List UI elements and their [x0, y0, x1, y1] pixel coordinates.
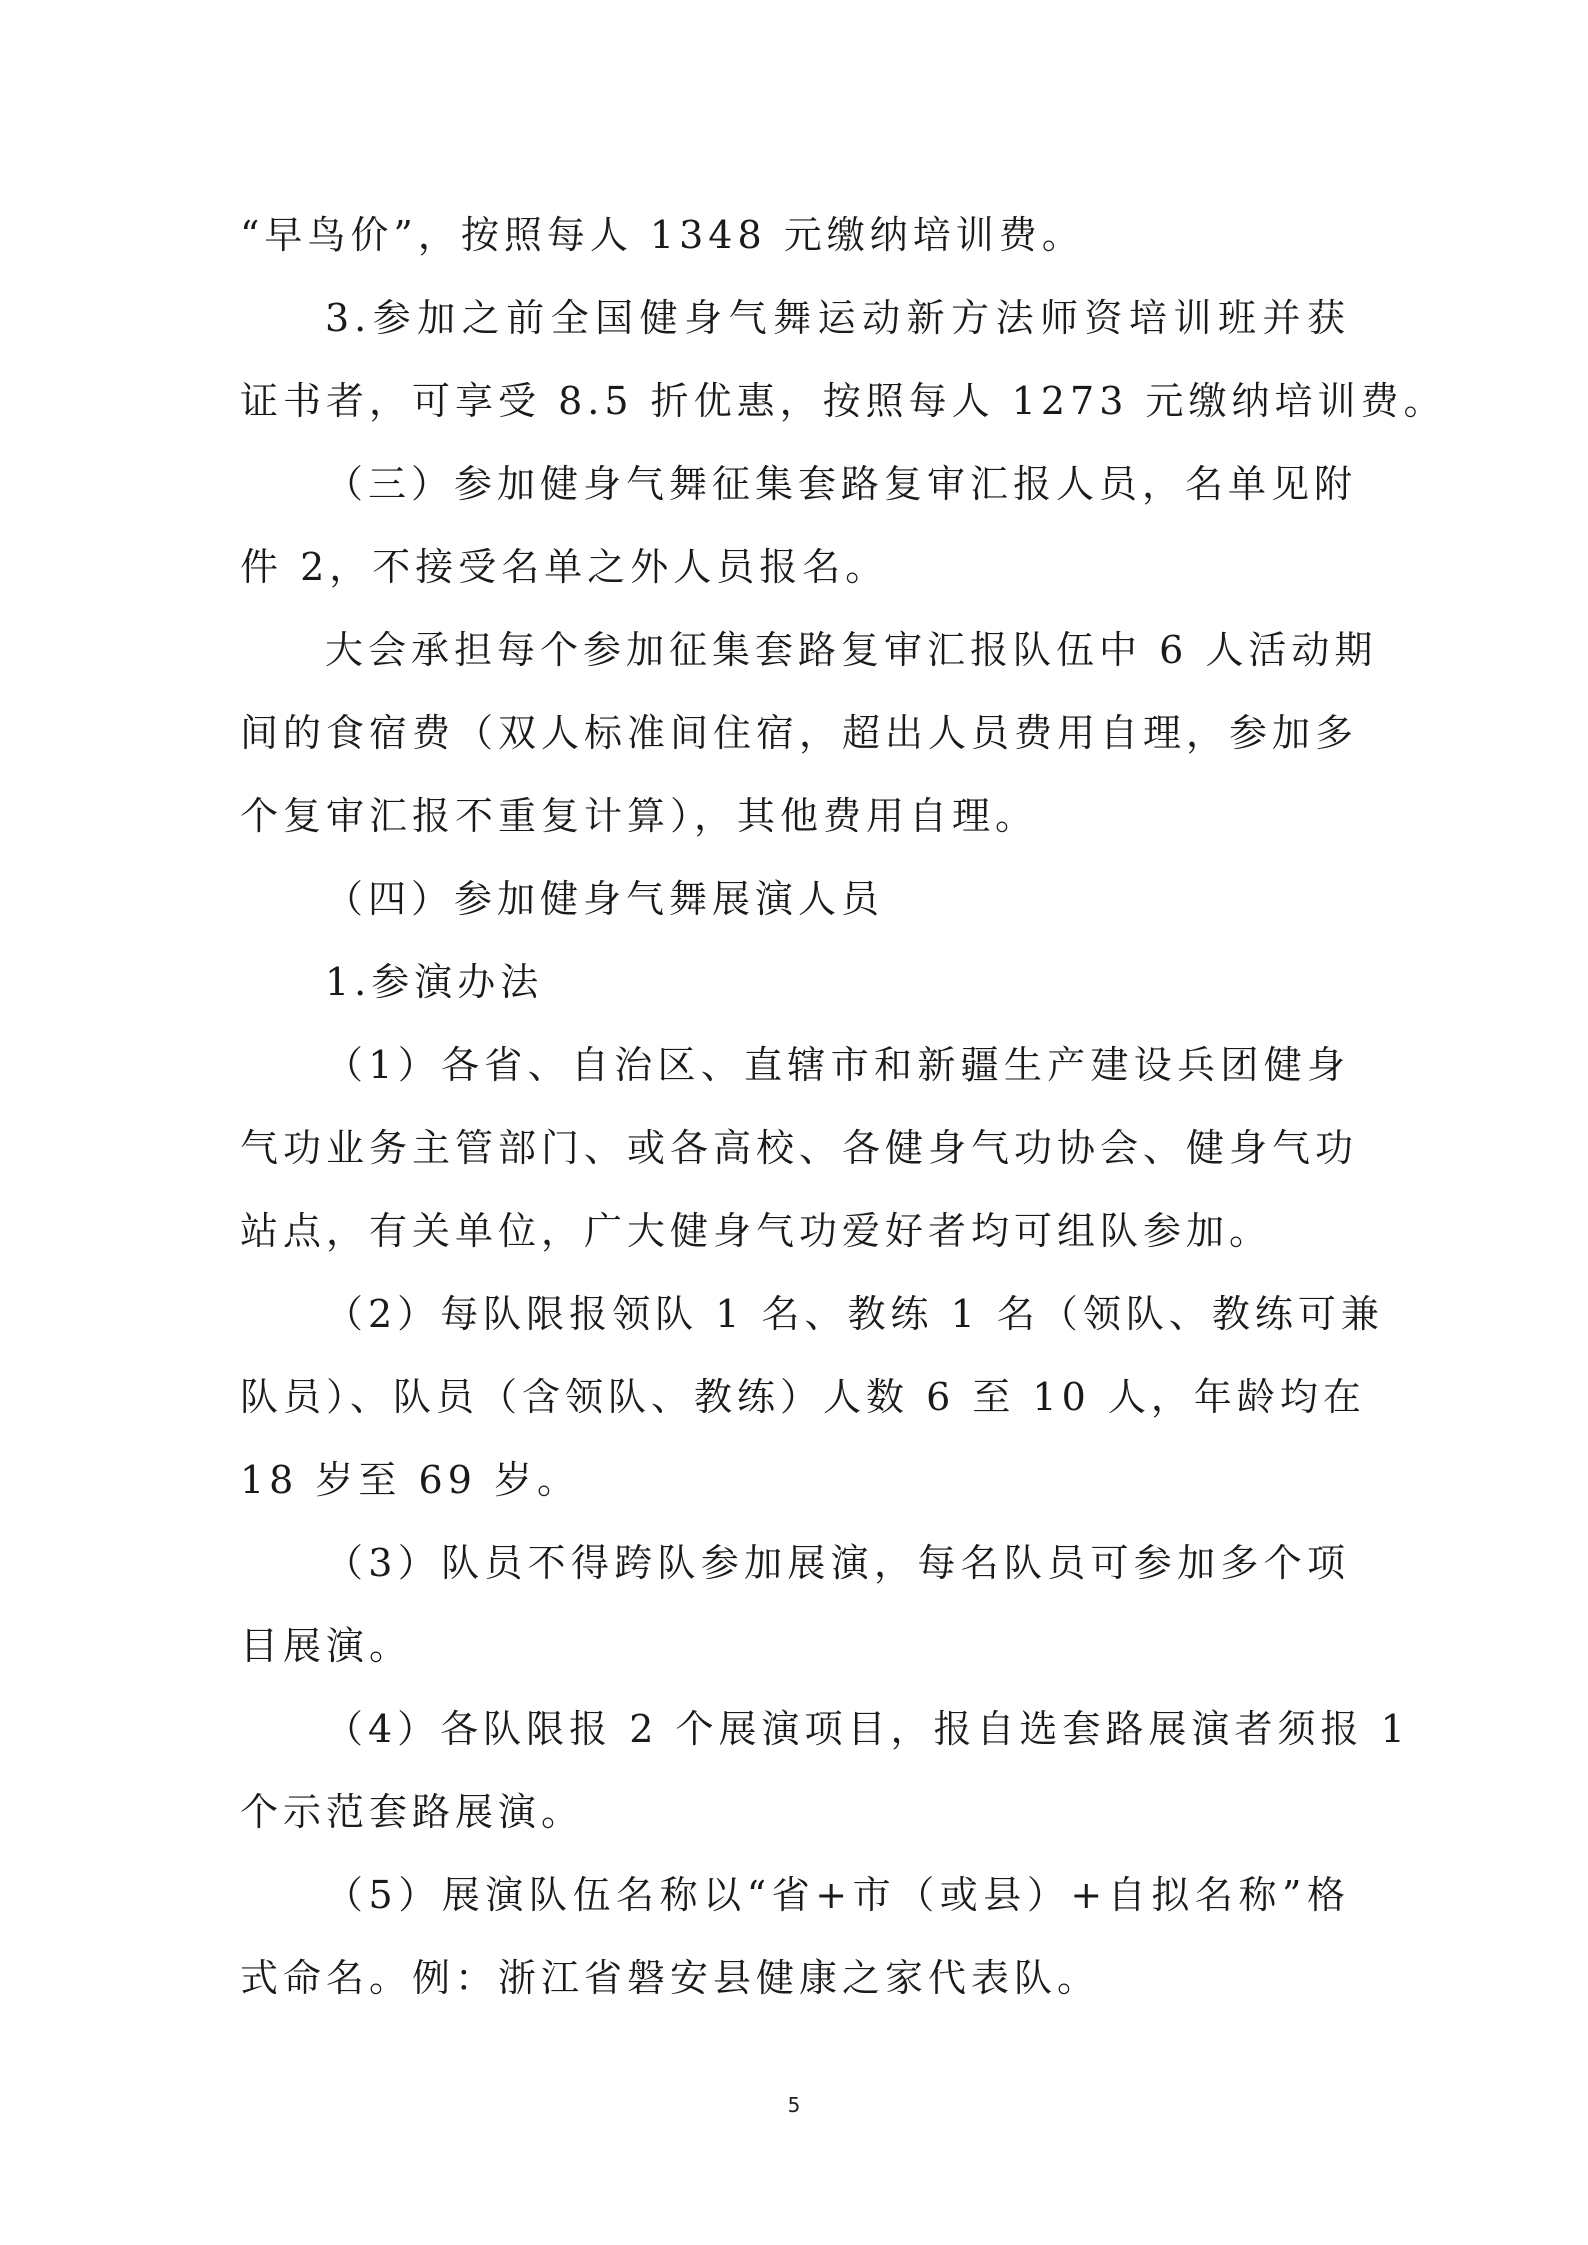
text-line: “早鸟价”，按照每人 1348 元缴纳培训费。	[240, 213, 1085, 257]
text-line: （三）参加健身气舞征集套路复审汇报人员，名单见附	[325, 462, 1358, 506]
text-line: （2）每队限报领队 1 名、教练 1 名（领队、教练可兼	[325, 1292, 1384, 1336]
text-line: 目展演。	[240, 1624, 413, 1668]
text-line: 个示范套路展演。	[240, 1790, 585, 1834]
text-line: 间的食宿费（双人标准间住宿，超出人员费用自理，参加多	[240, 711, 1359, 755]
text-line: （3）队员不得跨队参加展演，每名队员可参加多个项	[325, 1541, 1350, 1585]
text-line: 件 2，不接受名单之外人员报名。	[240, 545, 889, 589]
text-line: 证书者，可享受 8.5 折优惠，按照每人 1273 元缴纳培训费。	[240, 379, 1447, 423]
text-line: 式命名。例：浙江省磐安县健康之家代表队。	[240, 1956, 1101, 2000]
text-line: （5）展演队伍名称以“省+市（或县）+自拟名称”格	[325, 1873, 1350, 1917]
text-line: 站点，有关单位，广大健身气功爱好者均可组队参加。	[240, 1209, 1273, 1253]
text-line: （1）各省、自治区、直辖市和新疆生产建设兵团健身	[325, 1043, 1350, 1087]
page-number: 5	[787, 2093, 801, 2117]
text-line: 18 岁至 69 岁。	[240, 1458, 580, 1502]
section-heading: （四）参加健身气舞展演人员	[325, 877, 885, 921]
text-line: 队员）、队员（含领队、教练）人数 6 至 10 人，年龄均在	[240, 1375, 1366, 1419]
text-line: 气功业务主管部门、或各高校、各健身气功协会、健身气功	[240, 1126, 1359, 1170]
text-line: 3.参加之前全国健身气舞运动新方法师资培训班并获	[325, 296, 1350, 340]
text-line: 个复审汇报不重复计算），其他费用自理。	[240, 794, 1039, 838]
text-line: （4）各队限报 2 个展演项目，报自选套路展演者须报 1	[325, 1707, 1410, 1751]
text-line: 大会承担每个参加征集套路复审汇报队伍中 6 人活动期	[325, 628, 1378, 672]
subsection-heading: 1.参演办法	[325, 960, 544, 1004]
